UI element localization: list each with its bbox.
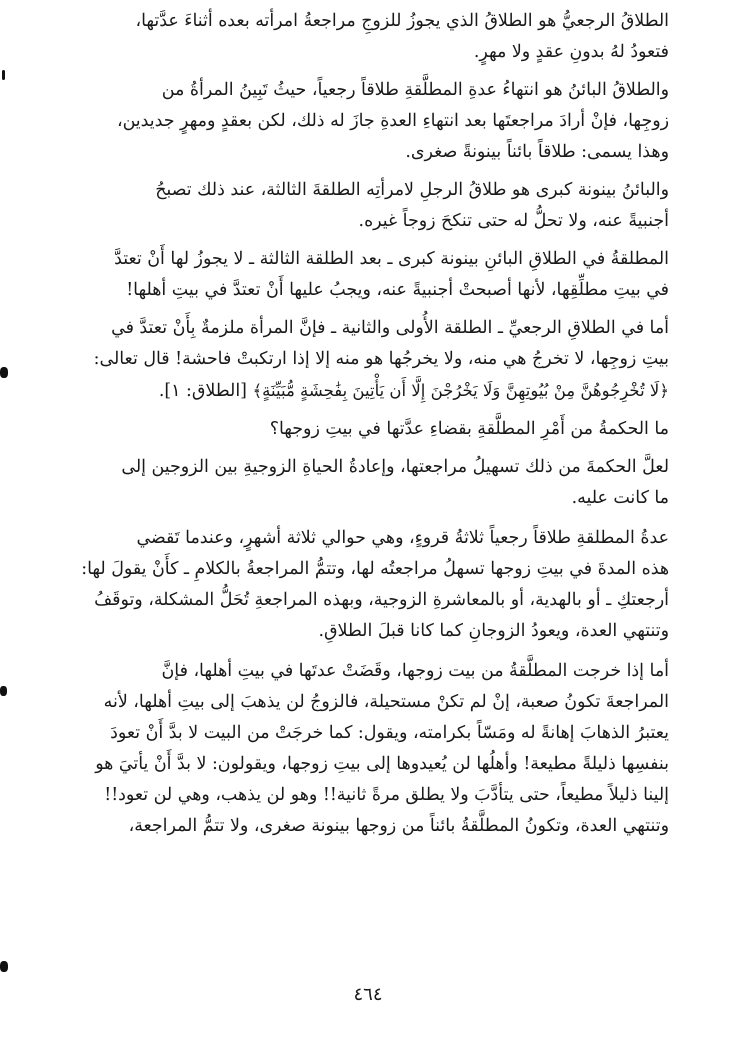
- text-line: الطلاقُ الرجعيُّ هو الطلاقُ الذي يجوزُ للزوجِ مراجعةُ امرأته بعده أثناءَ عدَّتها،: [135, 11, 669, 31]
- text-line: في بيتِ مطلِّقِها، لأنها أصبحتْ أجنبيةً عنه، ويجبُ عليها أَنْ تعتدَّ في بيتِ أهلها!: [126, 280, 669, 300]
- page-body: [55, 6, 669, 842]
- text-line: ما كانت عليه.: [571, 488, 669, 508]
- text-line: أجنبيةً عنه، ولا تحلُّ له حتى تنكحَ زوجاً غيره.: [358, 211, 669, 231]
- text-line: بيتِ زوجِها، لا تخرجُ هي منه، ولا يخرجُها هو منه إلا إذا ارتكبتْ فاحشة! قال تعالى:: [93, 349, 669, 369]
- text-line: وهذا يسمى: طلاقاً بائناً بينونةً صغرى.: [405, 142, 669, 162]
- text-line: المطلقةُ في الطلاقِ البائنِ بينونة كبرى ـ بعد الطلقة الثالثة ـ لا يجوزُ لها أَنْ تعتدَّ: [114, 249, 669, 269]
- text-line: هذه المدةَ في بيتِ زوجها تسهلُ مراجعتُه لها، وتتمُّ المراجعةُ بالكلامِ ـ كأَنْ يقولَ لها:: [81, 559, 669, 579]
- text-line: أرجعتكِ ـ أو بالهدية، أو بالمعاشرةِ الزوجية، وبهذه المراجعةِ تُحَلُّ المشكلة، وتوقَفُ: [94, 590, 669, 610]
- scan-edge-mark: [0, 686, 7, 696]
- text-line: وتنتهي العدة، ويعودُ الزوجانِ كما كانا قبلَ الطلاقِ.: [318, 621, 669, 641]
- paragraph-wisdom: [55, 452, 669, 514]
- paragraph-bain-definition: [55, 75, 669, 168]
- paragraph-waiting-place-revocable: [55, 313, 669, 407]
- paragraph-waiting-place-major: [55, 244, 669, 306]
- text-line: أما إذا خرجت المطلَّقةُ من بيت زوجها، وقَضَتْ عدتَها في بيتِ أهلها، فإنَّ: [161, 661, 669, 681]
- text-line: ما الحكمةُ من أَمْرِ المطلَّقةِ بقضاءِ عدَّتها في بيتِ زوجها؟: [269, 419, 669, 439]
- text-line: يعتبرُ الذهابَ إهانةً له ومَسّاً بكرامته، ويقول: كما خرجَتْ من البيت لا بدَّ أَنْ تعودَ: [110, 723, 669, 743]
- scan-edge-mark: [0, 961, 8, 972]
- text-line: المراجعةَ تكونُ صعبة، إنْ لم تكنْ مستحيلة، فالزوجُ لن يذهبَ إلى بيتِ أهلها، لأنه: [103, 692, 669, 712]
- text-line: وتنتهي العدة، وتكونُ المطلَّقةُ بائناً من زوجها بينونة صغرى، ولا تتمُّ المراجعة،: [128, 816, 669, 836]
- quran-reference: [الطلاق: ١].: [158, 381, 247, 401]
- quran-verse: ﴿لَا تُخْرِجُوهُنَّ مِنْ بُيُوتِهِنَّ وَلَا يَخْرُجْنَ إِلَّا أَن يَأْتِينَ بِفَٰحِشَةٍ مُّبَيِّنَةٍ﴾: [252, 381, 669, 400]
- scan-edge-mark: [2, 70, 5, 80]
- text-line: إلينا ذليلاً مطيعاً، حتى يتأدَّبَ ولا يطلق مرةً ثانية!! وهو لن يذهب، وهي لن تعود!!: [104, 785, 669, 805]
- paragraph-leaving-home: [55, 656, 669, 842]
- text-line: فتعودُ لهُ بدونِ عقدٍ ولا مهرٍ.: [473, 42, 669, 62]
- text-line: بنفسِها ذليلةً مطيعة! وأهلُها لن يُعيدوها إلى بيتِ زوجها، ويقولون: لا بدَّ أَنْ يأتيَ هو: [95, 754, 669, 774]
- text-line: والبائنُ بينونة كبرى هو طلاقُ الرجلِ لامرأتِه الطلقةَ الثالثة، عند ذلك تصبحُ: [155, 180, 669, 200]
- paragraph-waiting-period: [55, 523, 669, 647]
- paragraph-major-separation: [55, 175, 669, 237]
- text-line: لعلَّ الحكمةَ من ذلك تسهيلُ مراجعتها، وإعادةُ الحياةِ الزوجيةِ بين الزوجين إلى: [121, 457, 669, 477]
- text-line: والطلاقُ البائنُ هو انتهاءُ عدةِ المطلَّقةِ طلاقاً رجعياً، حيثُ تَبِينُ المرأةُ من: [161, 80, 669, 100]
- page-number: ٤٦٤: [353, 984, 383, 1005]
- scan-edge-mark: [0, 367, 8, 378]
- paragraph-question: [55, 414, 669, 445]
- text-line: عدةُ المطلقةِ طلاقاً رجعياً ثلاثةُ قروءٍ، وهي حوالي ثلاثة أشهرٍ، وعندما تَقضي: [136, 528, 669, 548]
- paragraph-raji-definition: [55, 6, 669, 68]
- text-line: زوجِها، فإنْ أرادَ مراجعتَها بعد انتهاءِ العدةِ جازَ له ذلك، لكن بعقدٍ ومهرٍ جديدين،: [116, 111, 669, 131]
- text-line: أما في الطلاقِ الرجعيِّ ـ الطلقة الأُولى والثانية ـ فإنَّ المرأة ملزمةٌ بِأَنْ تعتدَّ في: [111, 318, 669, 338]
